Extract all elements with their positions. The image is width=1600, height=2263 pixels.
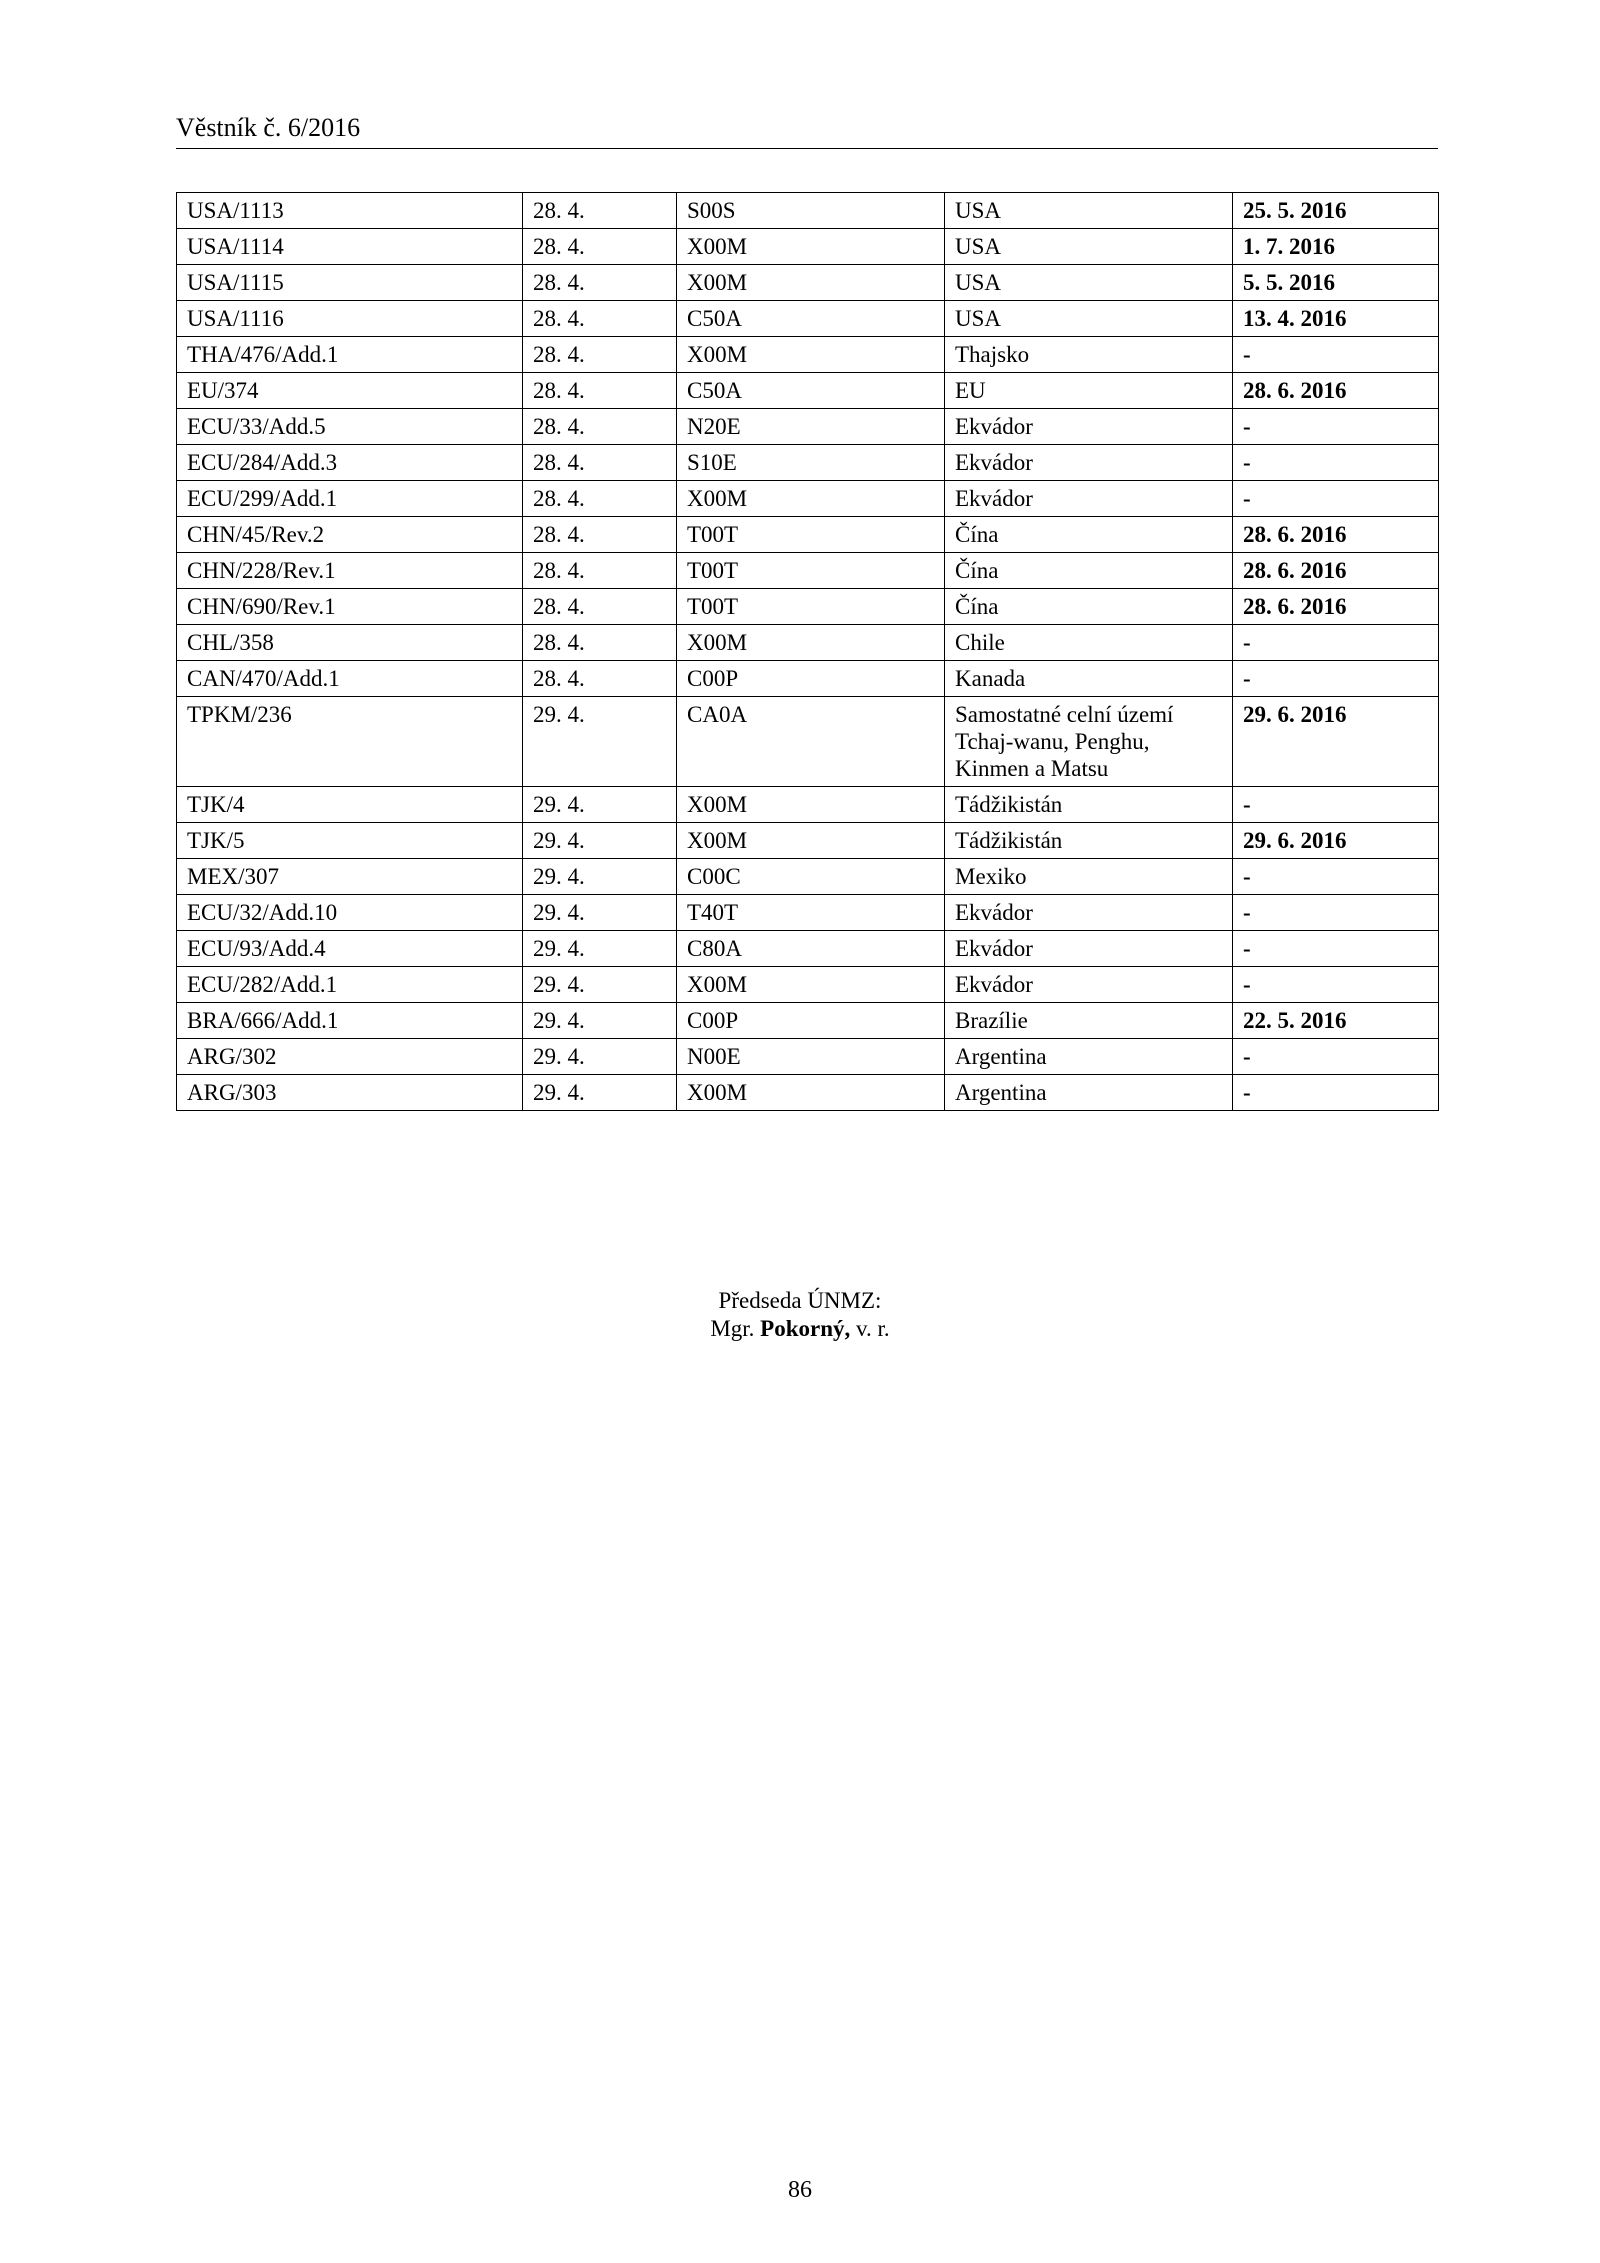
cell-symbol: USA/1116 bbox=[177, 301, 523, 337]
cell-code: C50A bbox=[677, 301, 945, 337]
cell-code: S10E bbox=[677, 445, 945, 481]
cell-date: 29. 4. bbox=[523, 697, 677, 787]
cell-date: 28. 4. bbox=[523, 229, 677, 265]
cell-deadline: 5. 5. 2016 bbox=[1233, 265, 1439, 301]
table-row bbox=[177, 787, 1439, 823]
cell-code: T00T bbox=[677, 517, 945, 553]
cell-country: USA bbox=[945, 193, 1233, 229]
cell-country: Ekvádor bbox=[945, 445, 1233, 481]
cell-deadline: 1. 7. 2016 bbox=[1233, 229, 1439, 265]
cell-deadline: 29. 6. 2016 bbox=[1233, 697, 1439, 787]
cell-country: Čína bbox=[945, 589, 1233, 625]
table-row bbox=[177, 967, 1439, 1003]
cell-code: T00T bbox=[677, 553, 945, 589]
cell-country: Tádžikistán bbox=[945, 787, 1233, 823]
cell-deadline: - bbox=[1233, 787, 1439, 823]
table-row bbox=[177, 589, 1439, 625]
cell-symbol: CHN/690/Rev.1 bbox=[177, 589, 523, 625]
table-row bbox=[177, 337, 1439, 373]
cell-code: X00M bbox=[677, 967, 945, 1003]
cell-country: Ekvádor bbox=[945, 931, 1233, 967]
cell-code: T40T bbox=[677, 895, 945, 931]
cell-country: Ekvádor bbox=[945, 967, 1233, 1003]
cell-country: Čína bbox=[945, 553, 1233, 589]
cell-symbol: ECU/32/Add.10 bbox=[177, 895, 523, 931]
cell-country: USA bbox=[945, 301, 1233, 337]
cell-code: C00P bbox=[677, 661, 945, 697]
cell-deadline: - bbox=[1233, 931, 1439, 967]
table-row bbox=[177, 823, 1439, 859]
cell-deadline: 13. 4. 2016 bbox=[1233, 301, 1439, 337]
cell-code: X00M bbox=[677, 265, 945, 301]
cell-date: 29. 4. bbox=[523, 823, 677, 859]
cell-date: 29. 4. bbox=[523, 967, 677, 1003]
cell-symbol: ECU/282/Add.1 bbox=[177, 967, 523, 1003]
cell-symbol: CAN/470/Add.1 bbox=[177, 661, 523, 697]
cell-code: S00S bbox=[677, 193, 945, 229]
cell-symbol: USA/1114 bbox=[177, 229, 523, 265]
cell-date: 28. 4. bbox=[523, 409, 677, 445]
cell-date: 28. 4. bbox=[523, 481, 677, 517]
table-row bbox=[177, 409, 1439, 445]
cell-date: 28. 4. bbox=[523, 661, 677, 697]
cell-country: Ekvádor bbox=[945, 409, 1233, 445]
cell-deadline: - bbox=[1233, 895, 1439, 931]
cell-date: 28. 4. bbox=[523, 589, 677, 625]
cell-code: C50A bbox=[677, 373, 945, 409]
cell-deadline: - bbox=[1233, 625, 1439, 661]
signature-suffix: v. r. bbox=[856, 1316, 890, 1341]
cell-deadline: 25. 5. 2016 bbox=[1233, 193, 1439, 229]
cell-deadline: 28. 6. 2016 bbox=[1233, 517, 1439, 553]
cell-code: T00T bbox=[677, 589, 945, 625]
cell-code: X00M bbox=[677, 787, 945, 823]
signature-block bbox=[0, 1287, 1600, 1343]
notifications-table-body bbox=[177, 193, 1439, 1111]
table-row bbox=[177, 859, 1439, 895]
cell-date: 29. 4. bbox=[523, 787, 677, 823]
cell-code: X00M bbox=[677, 1075, 945, 1111]
cell-date: 29. 4. bbox=[523, 859, 677, 895]
cell-date: 28. 4. bbox=[523, 445, 677, 481]
cell-code: N20E bbox=[677, 409, 945, 445]
cell-deadline: - bbox=[1233, 1039, 1439, 1075]
cell-code: C80A bbox=[677, 931, 945, 967]
table-row bbox=[177, 1075, 1439, 1111]
cell-symbol: CHL/358 bbox=[177, 625, 523, 661]
cell-deadline: 28. 6. 2016 bbox=[1233, 553, 1439, 589]
journal-title: Věstník č. 6/2016 bbox=[176, 113, 361, 142]
signature-role: Předseda ÚNMZ: bbox=[718, 1288, 882, 1313]
table-row bbox=[177, 931, 1439, 967]
cell-deadline: - bbox=[1233, 409, 1439, 445]
cell-country: Samostatné celní území Tchaj-wanu, Penghu, Kinmen a Matsu bbox=[945, 697, 1233, 787]
cell-code: X00M bbox=[677, 625, 945, 661]
table-row bbox=[177, 229, 1439, 265]
table-row bbox=[177, 517, 1439, 553]
cell-date: 29. 4. bbox=[523, 895, 677, 931]
table-row bbox=[177, 301, 1439, 337]
cell-country: Chile bbox=[945, 625, 1233, 661]
cell-country: USA bbox=[945, 229, 1233, 265]
cell-deadline: 29. 6. 2016 bbox=[1233, 823, 1439, 859]
cell-deadline: - bbox=[1233, 445, 1439, 481]
cell-symbol: ARG/303 bbox=[177, 1075, 523, 1111]
cell-country: Ekvádor bbox=[945, 481, 1233, 517]
cell-country: Thajsko bbox=[945, 337, 1233, 373]
cell-symbol: BRA/666/Add.1 bbox=[177, 1003, 523, 1039]
cell-date: 28. 4. bbox=[523, 265, 677, 301]
cell-symbol: ARG/302 bbox=[177, 1039, 523, 1075]
cell-symbol: MEX/307 bbox=[177, 859, 523, 895]
cell-symbol: ECU/299/Add.1 bbox=[177, 481, 523, 517]
cell-code: CA0A bbox=[677, 697, 945, 787]
cell-country: Kanada bbox=[945, 661, 1233, 697]
cell-deadline: 28. 6. 2016 bbox=[1233, 589, 1439, 625]
cell-code: N00E bbox=[677, 1039, 945, 1075]
cell-date: 28. 4. bbox=[523, 373, 677, 409]
table-row bbox=[177, 373, 1439, 409]
cell-symbol: TPKM/236 bbox=[177, 697, 523, 787]
cell-deadline: - bbox=[1233, 661, 1439, 697]
table-row bbox=[177, 697, 1439, 787]
cell-date: 28. 4. bbox=[523, 193, 677, 229]
table-row bbox=[177, 481, 1439, 517]
cell-symbol: EU/374 bbox=[177, 373, 523, 409]
cell-country: Čína bbox=[945, 517, 1233, 553]
cell-country: Argentina bbox=[945, 1039, 1233, 1075]
cell-code: X00M bbox=[677, 229, 945, 265]
cell-symbol: USA/1115 bbox=[177, 265, 523, 301]
cell-symbol: CHN/228/Rev.1 bbox=[177, 553, 523, 589]
cell-deadline: - bbox=[1233, 967, 1439, 1003]
cell-date: 28. 4. bbox=[523, 517, 677, 553]
cell-date: 28. 4. bbox=[523, 337, 677, 373]
cell-symbol: USA/1113 bbox=[177, 193, 523, 229]
cell-symbol: THA/476/Add.1 bbox=[177, 337, 523, 373]
table-row bbox=[177, 553, 1439, 589]
cell-deadline: - bbox=[1233, 1075, 1439, 1111]
cell-date: 29. 4. bbox=[523, 1003, 677, 1039]
table-row bbox=[177, 1039, 1439, 1075]
cell-deadline: - bbox=[1233, 859, 1439, 895]
cell-symbol: TJK/4 bbox=[177, 787, 523, 823]
cell-date: 28. 4. bbox=[523, 553, 677, 589]
cell-country: USA bbox=[945, 265, 1233, 301]
cell-date: 28. 4. bbox=[523, 625, 677, 661]
cell-symbol: ECU/33/Add.5 bbox=[177, 409, 523, 445]
cell-date: 29. 4. bbox=[523, 931, 677, 967]
cell-symbol: ECU/284/Add.3 bbox=[177, 445, 523, 481]
cell-code: X00M bbox=[677, 337, 945, 373]
cell-date: 29. 4. bbox=[523, 1039, 677, 1075]
table-row bbox=[177, 1003, 1439, 1039]
cell-country: Mexiko bbox=[945, 859, 1233, 895]
table-row bbox=[177, 445, 1439, 481]
cell-date: 28. 4. bbox=[523, 301, 677, 337]
notifications-table bbox=[176, 192, 1439, 1111]
table-row bbox=[177, 265, 1439, 301]
cell-symbol: TJK/5 bbox=[177, 823, 523, 859]
cell-code: C00C bbox=[677, 859, 945, 895]
cell-country: Tádžikistán bbox=[945, 823, 1233, 859]
cell-date: 29. 4. bbox=[523, 1075, 677, 1111]
table-row bbox=[177, 895, 1439, 931]
cell-symbol: ECU/93/Add.4 bbox=[177, 931, 523, 967]
cell-symbol: CHN/45/Rev.2 bbox=[177, 517, 523, 553]
table-row bbox=[177, 193, 1439, 229]
table-row bbox=[177, 661, 1439, 697]
page-number: 86 bbox=[788, 2177, 812, 2203]
cell-deadline: 28. 6. 2016 bbox=[1233, 373, 1439, 409]
table-row bbox=[177, 625, 1439, 661]
page-header bbox=[176, 112, 1438, 149]
cell-deadline: - bbox=[1233, 337, 1439, 373]
cell-country: Ekvádor bbox=[945, 895, 1233, 931]
cell-country: Brazílie bbox=[945, 1003, 1233, 1039]
signature-line bbox=[0, 1315, 1600, 1343]
cell-country: Argentina bbox=[945, 1075, 1233, 1111]
cell-code: C00P bbox=[677, 1003, 945, 1039]
cell-country: EU bbox=[945, 373, 1233, 409]
cell-deadline: 22. 5. 2016 bbox=[1233, 1003, 1439, 1039]
cell-deadline: - bbox=[1233, 481, 1439, 517]
cell-code: X00M bbox=[677, 481, 945, 517]
signature-prefix: Mgr. bbox=[710, 1316, 755, 1341]
signature-name: Pokorný, bbox=[760, 1316, 851, 1341]
cell-code: X00M bbox=[677, 823, 945, 859]
